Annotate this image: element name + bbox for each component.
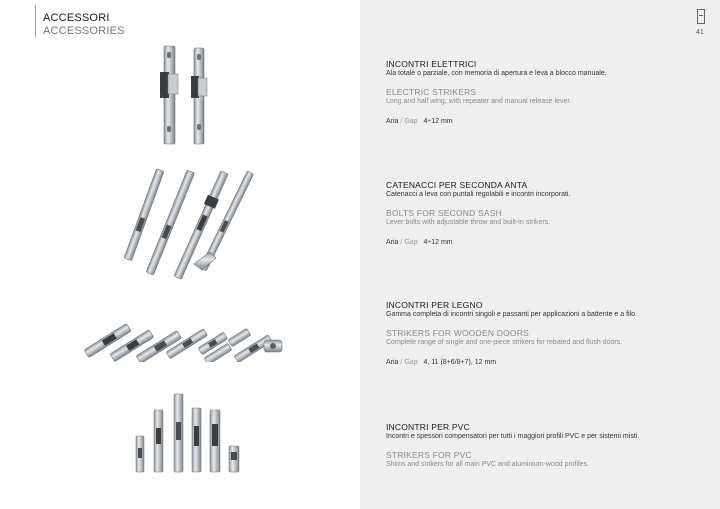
section-desc-it: Incontri e spessori compensatori per tutti i maggiori profili PVC e per sistemi misti. bbox=[386, 433, 640, 440]
section-desc-en: Shims and strikers for all main PVC and aluminium-wood profiles. bbox=[386, 461, 590, 468]
section-title-en: STRIKERS FOR WOODEN DOORS bbox=[386, 328, 529, 338]
electric-strikers-image bbox=[150, 44, 220, 146]
header-title-en: ACCESSORIES bbox=[43, 25, 125, 37]
gap-separator: / bbox=[400, 118, 403, 125]
section-pvc-strikers bbox=[386, 422, 706, 470]
gap-value: 4, 11 (8+6/8+7), 12 mm bbox=[423, 359, 497, 366]
gap-spec bbox=[386, 117, 706, 127]
gap-spec bbox=[386, 358, 706, 368]
gap-label-en: Gap bbox=[404, 239, 418, 246]
section-title-en: ELECTRIC STRIKERS bbox=[386, 87, 477, 97]
gap-spec bbox=[386, 238, 706, 248]
wooden-door-strikers-image bbox=[80, 310, 290, 362]
gap-value: 4÷12 mm bbox=[423, 118, 453, 125]
header-divider bbox=[35, 5, 36, 37]
gap-separator: / bbox=[400, 359, 403, 366]
header-title-it: ACCESSORI bbox=[43, 12, 110, 24]
section-title-en: BOLTS FOR SECOND SASH bbox=[386, 208, 502, 218]
section-bolts-second-sash bbox=[386, 180, 706, 248]
section-desc-en: Complete range of single and one-piece strikers for rebated and flush doors. bbox=[386, 339, 623, 346]
gap-separator: / bbox=[400, 239, 403, 246]
bolts-second-sash-image bbox=[112, 168, 262, 280]
section-title-it: INCONTRI ELETTRICI bbox=[386, 59, 477, 69]
section-desc-en: Long and half wing, with repeater and manual release lever. bbox=[386, 98, 572, 105]
gap-label-en: Gap bbox=[404, 359, 418, 366]
pvc-strikers-image bbox=[132, 390, 244, 476]
section-title-en: STRIKERS FOR PVC bbox=[386, 450, 472, 460]
section-title-it: CATENACCI PER SECONDA ANTA bbox=[386, 180, 528, 190]
gap-label-it: Aria bbox=[386, 239, 399, 246]
section-desc-it: Gamma completa di incontri singoli e passanti per applicazioni a battente e a filo. bbox=[386, 311, 637, 318]
gap-value: 4÷12 mm bbox=[423, 239, 453, 246]
section-desc-it: Ala totale o parziale, con memoria di apertura e leva a blocco manuale. bbox=[386, 70, 607, 77]
gap-label-en: Gap bbox=[404, 118, 418, 125]
page-marker-icon bbox=[697, 9, 705, 24]
section-title-it: INCONTRI PER PVC bbox=[386, 422, 470, 432]
section-desc-en: Lever bolts with adjustable throw and built-in strikers. bbox=[386, 219, 551, 226]
page-number: 41 bbox=[696, 29, 704, 36]
section-wooden-door-strikers bbox=[386, 300, 706, 368]
section-title-it: INCONTRI PER LEGNO bbox=[386, 300, 483, 310]
gap-label-it: Aria bbox=[386, 118, 399, 125]
gap-label-it: Aria bbox=[386, 359, 399, 366]
section-electric-strikers bbox=[386, 59, 706, 127]
section-desc-it: Catenacci a leva con puntali regolabili e incontri incorporati. bbox=[386, 191, 571, 198]
